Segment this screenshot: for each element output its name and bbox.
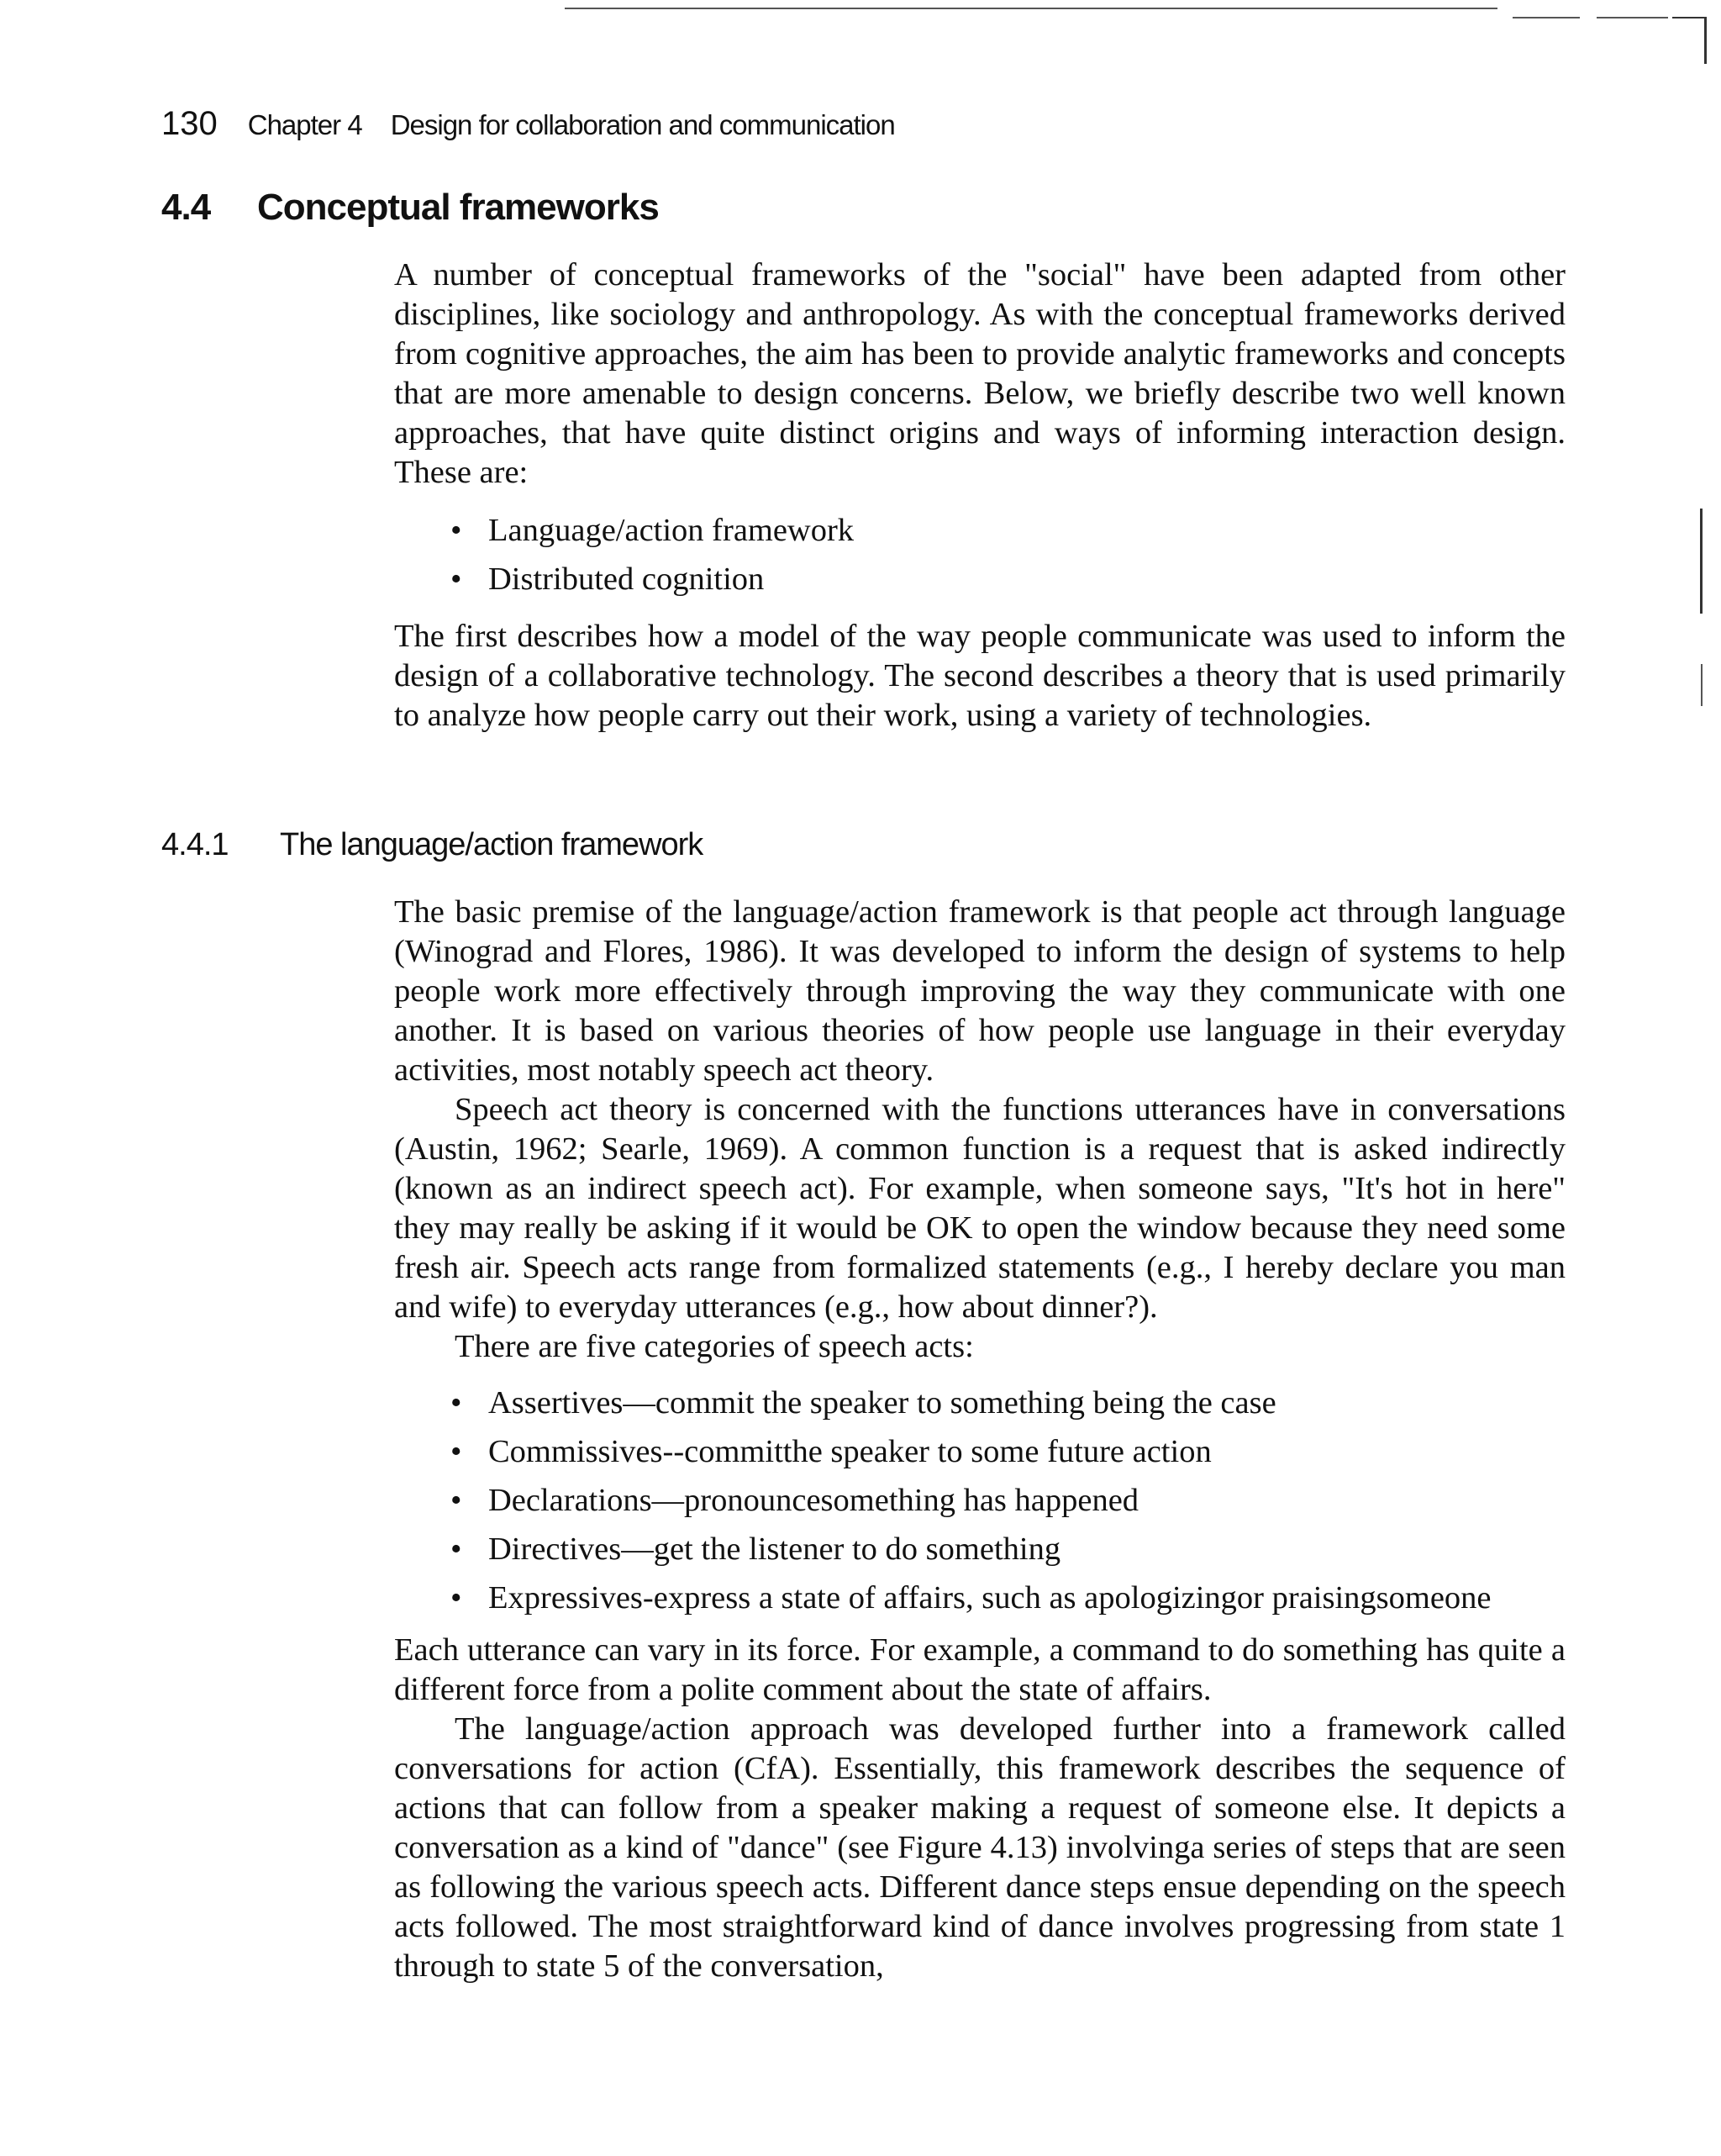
bullet-icon: • (450, 1385, 462, 1421)
page-number: 130 (161, 105, 218, 142)
subsection-number: 4.4.1 (161, 827, 229, 862)
chapter-label: Chapter 4 (247, 109, 362, 140)
paragraph-speech-act-theory: Speech act theory is concerned with the functions utterances have in conversations (Austin, 1962; Searle, 1969). A common function is a request that is asked indirectly (known as an indirect speech act). For example, when someone says, "It's hot in here" they may really be asking if it would be OK to open the window because they need some fresh air. Speech acts range from formalized statements (e.g., I hereby declare you man and wife) to everyday utterances (e.g., how about dinner?). (394, 1092, 1566, 1325)
bullet-icon: • (450, 1580, 462, 1616)
list-item: • Commissives--committhe speaker to some future action (450, 1427, 1576, 1476)
chapter-title: Design for collaboration and communication (390, 109, 895, 140)
crop-mark (1672, 17, 1706, 18)
subsection-heading (161, 827, 703, 863)
speech-acts-list (450, 1378, 1576, 1622)
top-rule-segment (1513, 17, 1580, 18)
bullet-icon: • (450, 513, 462, 548)
section-number: 4.4 (161, 187, 211, 228)
list-item: • Assertives—commit the speaker to something being the case (450, 1378, 1576, 1427)
list-item: • Directives—get the listener to do something (450, 1525, 1576, 1574)
top-rule (565, 8, 1497, 9)
paragraph-categories-intro: There are five categories of speech acts: (455, 1329, 974, 1364)
running-head (161, 105, 895, 143)
list-item: • Expressives-express a state of affairs, such as apologizingor praisingsomeone (450, 1574, 1576, 1622)
subsection-body-2 (394, 1631, 1566, 1986)
bullet-icon: • (450, 1531, 462, 1567)
scan-edge-mark (1700, 509, 1703, 614)
subsection-body-1 (394, 893, 1566, 1367)
paragraph-cfa: The language/action approach was developed further into a framework called conversations for action (CfA). Essentially, this framework describes the sequence of actions that can follow from a speaker making a request of someone else. It depicts a conversation as a kind of "dance" (see Figure 4.13) involvinga series of steps that are seen as following the various speech acts. Different dance steps ensue depending on the speech acts followed. The most straightforward kind of dance involves progressing from state 1 through to state 5 of the conversation, (394, 1711, 1566, 1984)
after-list-paragraph: The first describes how a model of the way people communicate was used to inform the design of a collaborative technology. The second describes a theory that is used primarily to analyze how people carry out their work, using a variety of technologies. (394, 619, 1566, 733)
list-item: • Declarations—pronouncesomething has happened (450, 1476, 1576, 1525)
bullet-icon: • (450, 1434, 462, 1469)
after-list-block (394, 617, 1566, 735)
top-rule-segment (1597, 17, 1668, 18)
bullet-icon: • (450, 1483, 462, 1518)
section-title: Conceptual frameworks (257, 187, 659, 228)
paragraph-premise: The basic premise of the language/action framework is that people act through language (Winograd and Flores, 1986). It was developed to inform the design of systems to help people work more effectively through improving the way they communicate with one another. It is based on various theories of how people use language in their everyday activities, most notably speech act theory. (394, 894, 1566, 1088)
paragraph-force: Each utterance can vary in its force. For example, a command to do something has quite a different force from a polite comment about the state of affairs. (394, 1632, 1566, 1707)
crop-mark (1704, 17, 1707, 64)
scan-edge-mark (1701, 664, 1703, 706)
bullet-icon: • (450, 561, 462, 597)
section-heading (161, 187, 659, 229)
approaches-list (450, 506, 1576, 604)
intro-block (394, 256, 1566, 493)
list-item: • Distributed cognition (450, 555, 1576, 604)
list-item: • Language/action framework (450, 506, 1576, 555)
intro-paragraph: A number of conceptual frameworks of the "social" have been adapted from other disciplines, like sociology and anthropology. As with the conceptual frameworks derived from cognitive approaches, the aim has been to provide analytic frameworks and concepts that are more amenable to design concerns. Below, we briefly describe two well known approaches, that have quite distinct origins and ways of informing interaction design. These are: (394, 257, 1566, 490)
subsection-title: The language/action framework (280, 827, 703, 862)
